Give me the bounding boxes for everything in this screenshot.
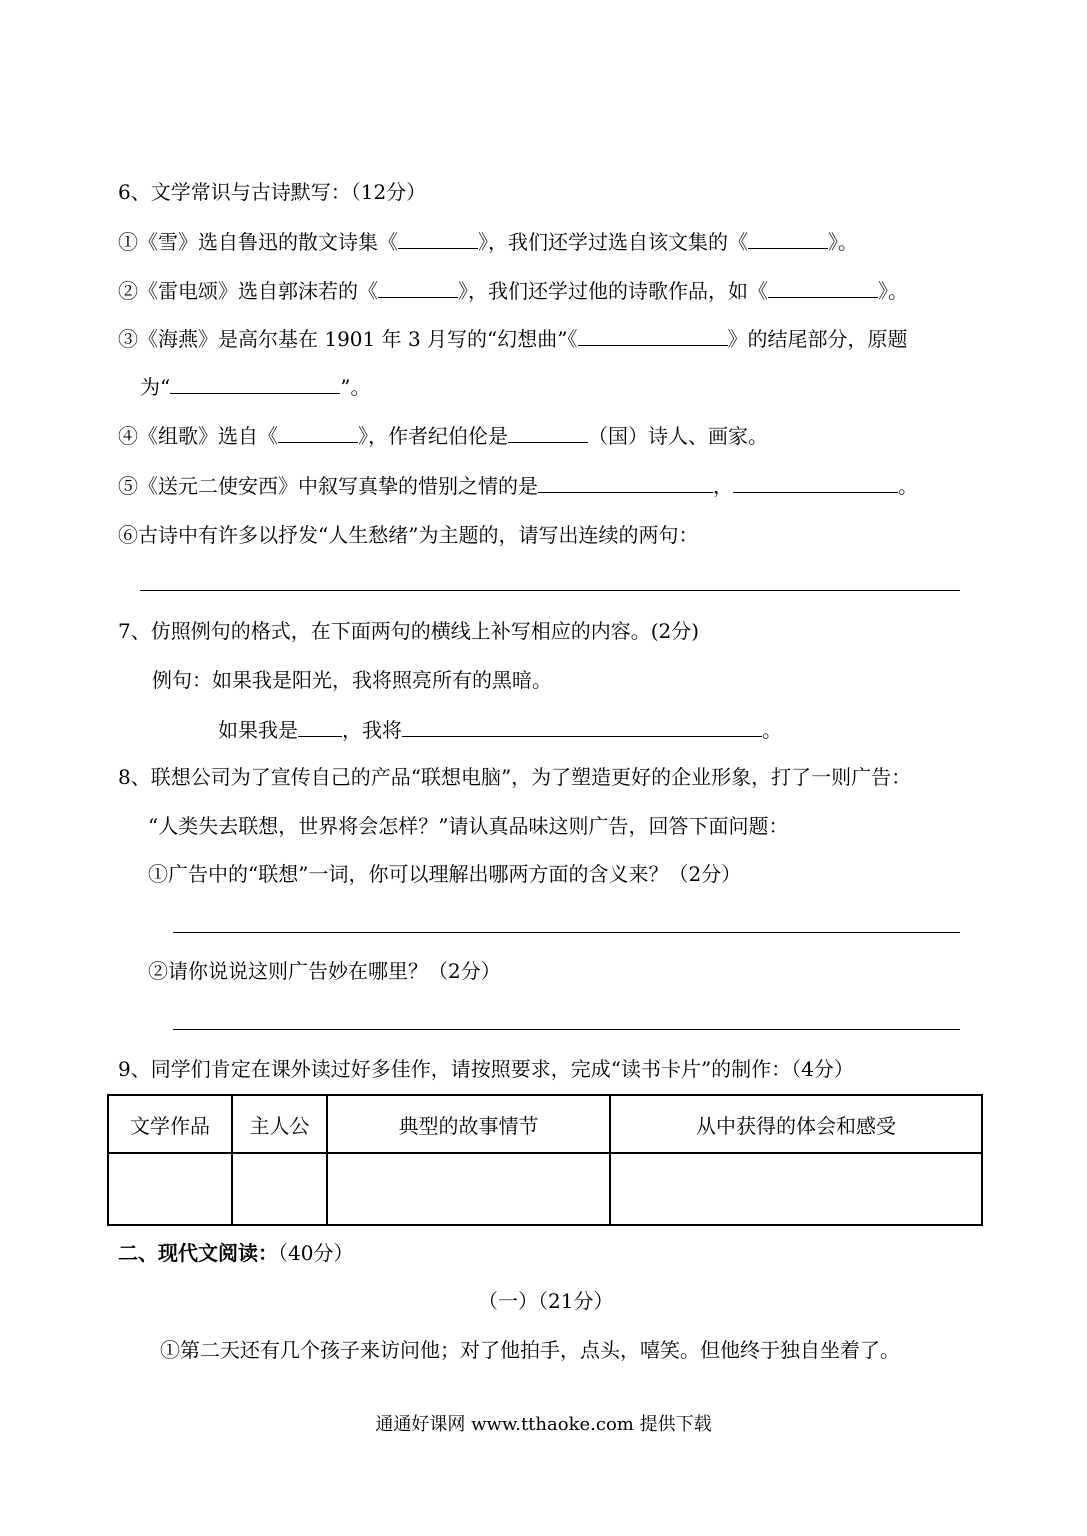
section-2-heading	[118, 1240, 353, 1266]
q8-heading: 8、联想公司为了宣传自己的产品“联想电脑”，为了塑造更好的企业形象，打了一则广告：	[118, 765, 912, 789]
q6-item-2-text-b: 》，我们还学过他的诗歌作品，如《	[458, 279, 768, 303]
answer-blank[interactable]	[768, 277, 878, 298]
answer-blank[interactable]	[298, 716, 342, 737]
q6-item-4-text-a: ④《组歌》选自《	[118, 424, 278, 448]
q6-item-3-text-c: 为“	[140, 375, 171, 399]
q6-item-5-text-b: ，	[713, 474, 733, 498]
q9-heading: 9、同学们肯定在课外读过好多佳作，请按照要求，完成“读书卡片”的制作：（4分）	[118, 1057, 854, 1081]
q8-sub-question-2: ②请你说说这则广告妙在哪里？（2分）	[148, 959, 501, 983]
q6-item-5-text-c: 。	[898, 474, 918, 498]
q7-heading: 7、仿照例句的格式，在下面两句的横线上补写相应的内容。(2分)	[118, 619, 700, 643]
answer-blank[interactable]	[170, 373, 340, 394]
q6-item-3-cont	[140, 373, 370, 400]
q7-fill-text-b: ，我将	[342, 718, 402, 742]
table-header: 主人公	[232, 1095, 327, 1153]
q6-item-4-text-b: 》，作者纪伯伦是	[358, 424, 508, 448]
table-header: 从中获得的体会和感受	[610, 1095, 982, 1153]
q6-item-3	[118, 325, 908, 352]
answer-line[interactable]	[173, 1029, 960, 1030]
answer-blank[interactable]	[508, 422, 588, 443]
q7-example: 例句：如果我是阳光，我将照亮所有的黑暗。	[152, 668, 552, 692]
q6-item-4	[118, 422, 768, 449]
q6-item-1-text-a: ①《雪》选自鲁迅的散文诗集《	[118, 230, 398, 254]
q8-quote: “人类失去联想，世界将会怎样？”请认真品味这则广告，回答下面问题：	[148, 814, 789, 838]
q6-item-2	[118, 277, 908, 304]
q6-item-2-text-c: 》。	[878, 279, 908, 303]
answer-blank[interactable]	[402, 716, 762, 737]
page-footer: 通通好课网 www.tthaoke.com 提供下载	[375, 1414, 712, 1435]
table-header: 文学作品	[108, 1095, 232, 1153]
answer-blank[interactable]	[398, 228, 478, 249]
reading-card-table	[107, 1094, 983, 1226]
q6-item-5	[118, 472, 918, 499]
part-1-heading: （一）（21分）	[478, 1289, 614, 1313]
paragraph-1: ①第二天还有几个孩子来访问他；对了他拍手，点头，嘻笑。但他终于独自坐着了。	[160, 1338, 900, 1362]
q7-fill-text-c: 。	[762, 718, 782, 742]
q8-sub-question-1: ①广告中的“联想”一词，你可以理解出哪两方面的含义来？（2分）	[148, 862, 742, 886]
q6-heading: 6、文学常识与古诗默写：（12分）	[118, 180, 427, 204]
q6-item-4-text-c: （国）诗人、画家。	[588, 424, 768, 448]
answer-blank[interactable]	[378, 277, 458, 298]
table-cell[interactable]	[108, 1153, 232, 1225]
answer-line[interactable]	[173, 932, 960, 933]
q7-fill-text-a: 如果我是	[218, 718, 298, 742]
q6-item-2-text-a: ②《雷电颂》选自郭沫若的《	[118, 279, 378, 303]
table-cell[interactable]	[327, 1153, 610, 1225]
table-row	[108, 1153, 982, 1225]
answer-blank[interactable]	[538, 472, 713, 493]
q7-fill	[218, 716, 782, 743]
section-2-title: 二、现代文阅读：	[118, 1241, 278, 1265]
q6-item-3-text-b: 》的结尾部分，原题	[727, 327, 908, 351]
table-header: 典型的故事情节	[327, 1095, 610, 1153]
answer-blank[interactable]	[748, 228, 828, 249]
q6-item-1-text-b: 》，我们还学过选自该文集的《	[478, 230, 748, 254]
q6-item-1-text-c: 》。	[828, 230, 858, 254]
answer-blank[interactable]	[578, 325, 728, 346]
table-cell[interactable]	[232, 1153, 327, 1225]
table-header-row	[108, 1095, 982, 1153]
q6-item-3-text-a: ③《海燕》是高尔基在 1901 年 3 月写的“幻想曲”《	[118, 327, 578, 351]
section-2-score: （40分）	[278, 1241, 354, 1265]
q6-item-5-text-a: ⑤《送元二使安西》中叙写真挚的惜别之情的是	[118, 474, 538, 498]
q6-item-1	[118, 228, 858, 255]
answer-blank[interactable]	[733, 472, 898, 493]
answer-line[interactable]	[140, 590, 960, 591]
q6-item-6: ⑥古诗中有许多以抒发“人生愁绪”为主题的，请写出连续的两句：	[118, 523, 699, 547]
q6-item-3-text-d: ”。	[340, 375, 371, 399]
table-cell[interactable]	[610, 1153, 982, 1225]
answer-blank[interactable]	[278, 422, 358, 443]
